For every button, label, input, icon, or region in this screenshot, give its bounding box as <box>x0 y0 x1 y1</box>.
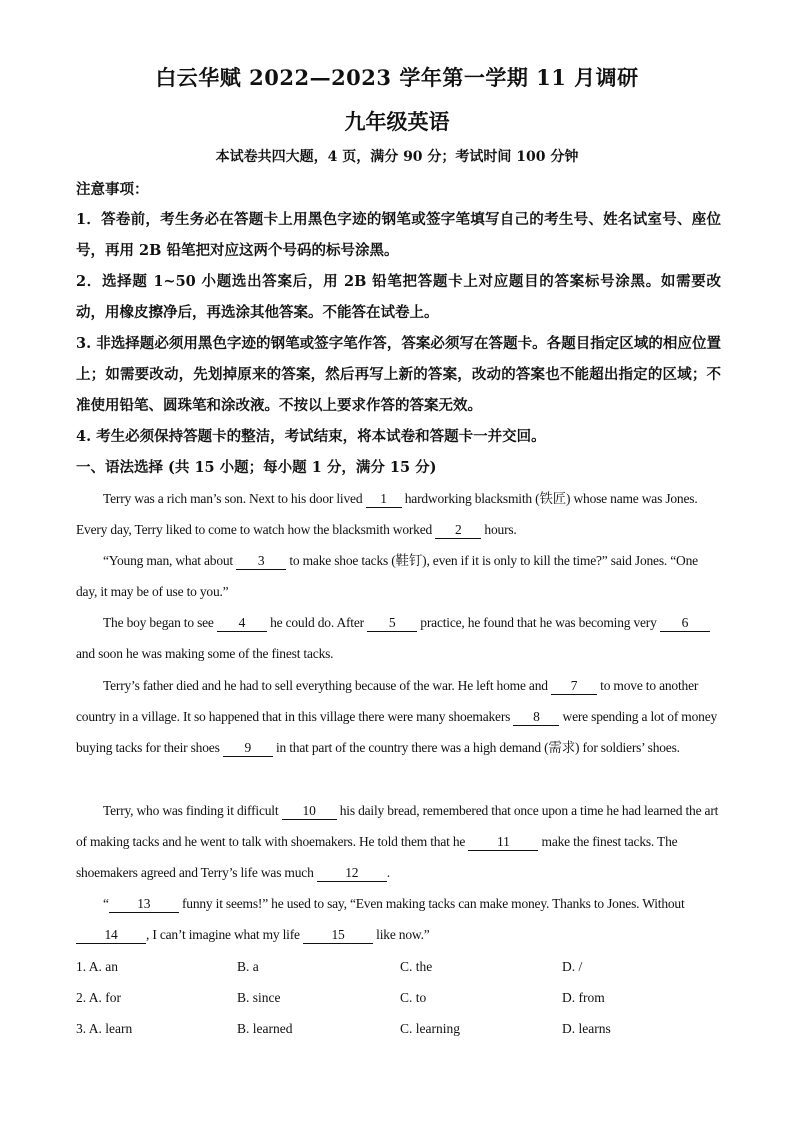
question-row <box>76 1021 736 1041</box>
passage-text: practice, he found that he was becoming very <box>417 615 660 630</box>
option-a[interactable]: 3. A. learn <box>76 1021 133 1036</box>
answer-blank: 1 <box>366 491 402 508</box>
answer-blank: 13 <box>109 896 179 913</box>
answer-blank: 5 <box>367 615 417 632</box>
option-a[interactable]: 2. A. for <box>76 990 121 1005</box>
option-b[interactable]: B. learned <box>237 1021 293 1036</box>
passage-text: and soon he was making some of the finest tacks. <box>76 646 334 661</box>
question-row <box>76 959 736 979</box>
answer-blank: 7 <box>551 678 597 695</box>
exam-info: 本试卷共四大题，4 页，满分 90 分；考试时间 100 分钟 <box>215 149 579 165</box>
passage-text: were spending a lot of money buying tacks for their shoes <box>76 709 718 755</box>
passage-text: to move to another country in a village. It so happened that in this village there were many shoemakers <box>76 678 699 724</box>
section-heading: 一、语法选择 (共 15 小题；每小题 1 分，满分 15 分) <box>76 459 437 476</box>
answer-blank: 10 <box>282 803 337 820</box>
exam-title: 白云华赋 2022—2023 学年第一学期 11 月调研 <box>155 65 639 90</box>
passage-text: like now.” <box>373 927 430 942</box>
passage-text: The boy began to see <box>103 615 217 630</box>
answer-blank: 9 <box>223 740 273 757</box>
answer-blank: 4 <box>217 615 267 632</box>
passage-text: Terry was a rich man’s son. Next to his door lived <box>103 491 366 506</box>
passage-paragraph <box>76 795 721 888</box>
note-item: 3. 非选择题必须用黑色字迹的钢笔或签字笔作答，答案必须写在答题卡。各题目指定区域的相应位置上；如需要改动，先划掉原来的答案，然后再写上新的答案，改动的答案也不能超出指定的区域；不准使用铅笔、圆珠笔和涂改液。不按以上要求作答的答案无效。 <box>76 335 721 414</box>
answer-blank: 8 <box>513 709 559 726</box>
note-item: 4. 考生必须保持答题卡的整洁，考试结束，将本试卷和答题卡一并交回。 <box>76 428 546 445</box>
answer-blank: 3 <box>236 553 286 570</box>
passage-text: “ <box>103 896 109 911</box>
passage-text: he could do. After <box>266 615 368 630</box>
answer-blank: 2 <box>435 522 481 539</box>
passage-paragraph <box>76 545 721 607</box>
answer-blank: 12 <box>317 865 387 882</box>
answer-blank: 6 <box>660 615 710 632</box>
option-b[interactable]: B. a <box>237 959 259 974</box>
notes-heading: 注意事项： <box>76 181 149 198</box>
answer-blank: 15 <box>303 927 373 944</box>
option-d[interactable]: D. from <box>562 990 605 1005</box>
passage-paragraph <box>76 483 721 545</box>
option-c[interactable]: C. the <box>400 959 433 974</box>
answer-blank: 14 <box>76 927 146 944</box>
note-item: 2．选择题 1~50 小题选出答案后，用 2B 铅笔把答题卡上对应题目的答案标号涂黑。如需要改动，用橡皮擦净后，再选涂其他答案。不能答在试卷上。 <box>76 273 721 321</box>
passage-text: , I can’t imagine what my life <box>146 927 303 942</box>
note-item: 1．答卷前，考生务必在答题卡上用黑色字迹的钢笔或签字笔填写自己的考生号、姓名试室号、座位号，再用 2B 铅笔把对应这两个号码的标号涂黑。 <box>76 211 721 259</box>
passage-text: “Young man, what about <box>103 553 237 568</box>
passage-text: funny it seems!” he used to say, “Even making tacks can make money. Thanks to Jones. Without <box>178 896 685 911</box>
option-a[interactable]: 1. A. an <box>76 959 118 974</box>
question-row <box>76 990 736 1010</box>
passage-text: Terry’s father died and he had to sell everything because of the war. He left home and <box>103 678 551 693</box>
passage-paragraph <box>76 607 721 669</box>
answer-blank: 11 <box>468 834 538 851</box>
passage-text: Terry, who was finding it difficult <box>103 803 282 818</box>
passage-text: hours. <box>481 522 517 537</box>
option-c[interactable]: C. to <box>400 990 427 1005</box>
passage-text: make the finest tacks. The shoemakers agreed and Terry’s life was much <box>76 834 678 880</box>
passage-text: . <box>386 865 390 880</box>
passage-text: to make shoe tacks (鞋钉), even if it is only to kill the time?” said Jones. “One day, it may be of use to you.” <box>76 553 698 599</box>
option-d[interactable]: D. learns <box>562 1021 611 1036</box>
passage-paragraph <box>76 670 721 763</box>
option-d[interactable]: D. / <box>562 959 583 974</box>
option-b[interactable]: B. since <box>237 990 281 1005</box>
passage-text: his daily bread, remembered that once upon a time he had learned the art of making tacks and he went to talk with shoemakers. He told them that he <box>76 803 719 849</box>
passage-text: in that part of the country there was a high demand (需求) for soldiers’ shoes. <box>272 740 680 755</box>
passage-paragraph <box>76 888 721 950</box>
passage-text: hardworking blacksmith (铁匠) whose name was Jones. Every day, Terry liked to come to watch how the blacksmith worked <box>76 491 698 537</box>
option-c[interactable]: C. learning <box>400 1021 460 1036</box>
exam-subject: 九年级英语 <box>344 109 450 134</box>
